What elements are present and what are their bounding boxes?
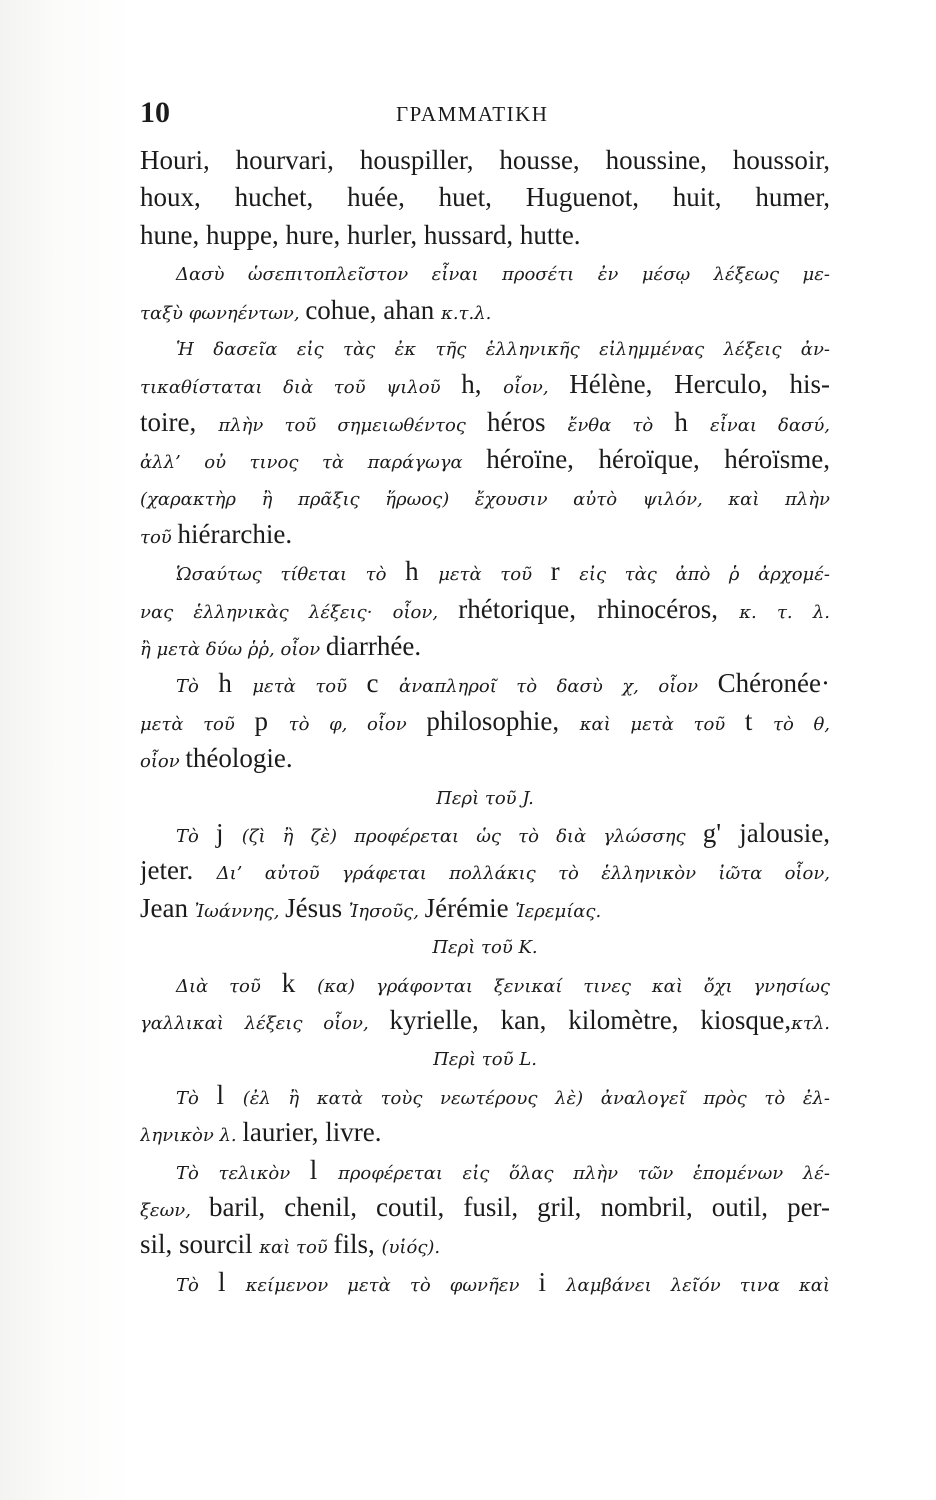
greek-text-run: ἔνθα τὸ: [567, 414, 675, 436]
french-word-run: kyrielle, kan, kilomètre, kiosque,: [389, 1004, 792, 1035]
french-word-run: h: [674, 406, 711, 437]
french-word-run: héroïne, héroïque, héroïsme,: [486, 444, 830, 475]
text-line: [140, 740, 830, 777]
section-heading: [140, 778, 830, 815]
greek-text-run: Περὶ τοῦ J.: [436, 787, 534, 809]
greek-text-run: Δι’ αὐτοῦ γράφεται πολλάκις τὸ ἑλληνικὸν ἰῶτα οἷον,: [216, 863, 830, 885]
greek-text-run: (ἐλ ἢ κατὰ τοὺς νεωτέρους λὲ) ἀναλογεῖ πρὸς τὸ ἐλ-: [242, 1087, 830, 1109]
greek-text-run: τὸ φ, οἷον: [288, 713, 427, 735]
french-word-run: t: [744, 705, 774, 736]
text-line: [140, 179, 830, 216]
greek-text-run: κ. τ. λ.: [739, 601, 830, 623]
greek-text-run: γαλλικαὶ λέξεις οἷον,: [140, 1012, 390, 1034]
text-line: [140, 591, 830, 628]
greek-text-run: ξεων,: [140, 1199, 209, 1221]
greek-text-run: μετὰ τοῦ: [140, 713, 255, 735]
text-line: [140, 516, 830, 553]
text-line: [140, 1152, 830, 1189]
french-word-run: Jésus: [285, 892, 349, 923]
french-word-run: k: [281, 967, 318, 998]
text-line: [140, 665, 830, 702]
text-line: [140, 142, 830, 179]
section-heading: [140, 927, 830, 964]
greek-text-run: λαμβάνει λεῖόν τινα καὶ: [566, 1274, 830, 1296]
greek-text-run: Ἰησοῦς,: [348, 900, 425, 922]
greek-text-run: καὶ τοῦ: [259, 1237, 334, 1259]
french-word-run: l: [216, 1079, 243, 1110]
text-line: [140, 1002, 830, 1039]
french-word-run: cohue, ahan: [305, 294, 442, 325]
text-line: [140, 329, 830, 366]
text-line: [140, 1114, 830, 1151]
text-line: [140, 292, 830, 329]
text-line: [140, 441, 830, 478]
french-word-run: sil, sourcil: [140, 1229, 260, 1260]
french-word-run: héros: [487, 406, 568, 437]
greek-text-run: Τὸ: [176, 676, 219, 698]
section-heading: [140, 1039, 830, 1076]
text-line: [140, 1264, 830, 1301]
french-word-run: jeter.: [140, 855, 217, 886]
text-line: [140, 890, 830, 927]
greek-text-run: τοῦ: [140, 526, 178, 548]
greek-text-run: Δασὺ ὡσεπιτοπλεῖστον εἶναι προσέτι ἐν μέσῳ λέξεως με-: [176, 264, 830, 286]
greek-text-run: κείμενον μετὰ τὸ φωνῆεν: [245, 1274, 539, 1296]
french-word-run: rhétorique, rhinocéros,: [458, 593, 740, 624]
french-word-run: fils,: [333, 1229, 382, 1260]
body-text: [140, 142, 830, 1301]
french-word-run: Chéronée·: [717, 668, 830, 699]
text-line: [140, 628, 830, 665]
greek-text-run: εἰς τὰς ἀπὸ ῥ ἀρχομέ-: [579, 564, 830, 586]
greek-text-run: (χαρακτὴρ ἢ πρᾶξις ἥρωος) ἔχουσιν αὐτὸ ψιλόν, καὶ πλὴν: [140, 488, 830, 510]
french-word-run: l: [309, 1154, 338, 1185]
greek-text-run: Περὶ τοῦ K.: [432, 937, 538, 959]
greek-text-run: πλὴν τοῦ σημειωθέντος: [218, 414, 488, 436]
greek-text-run: εἶναι δασύ,: [710, 414, 830, 436]
greek-text-run: μετὰ τοῦ: [252, 676, 367, 698]
text-line: [140, 479, 830, 516]
greek-text-run: οἷον: [140, 751, 186, 773]
french-word-run: h: [218, 668, 253, 699]
text-line: [140, 703, 830, 740]
greek-text-run: τικαθίσταται διὰ τοῦ ψιλοῦ: [140, 377, 462, 399]
french-word-run: Jean: [140, 892, 195, 923]
greek-text-run: Τὸ: [176, 1087, 217, 1109]
greek-text-run: ταξὺ φωνηέντων,: [140, 302, 306, 324]
text-line: [140, 852, 830, 889]
french-word-run: hiérarchie.: [177, 518, 293, 549]
greek-text-run: κ.τ.λ.: [441, 302, 492, 324]
french-word-run: i: [538, 1266, 567, 1297]
french-word-run: Jérémie: [424, 892, 516, 923]
greek-text-run: Ὡσαύτως τίθεται τὸ: [176, 564, 406, 586]
french-word-run: g' jalousie,: [702, 818, 830, 849]
greek-text-run: κτλ.: [791, 1012, 830, 1034]
greek-text-run: τὸ θ,: [773, 713, 830, 735]
greek-text-run: καὶ μετὰ τοῦ: [579, 713, 745, 735]
greek-text-run: ἀναπληροῖ τὸ δασὺ χ, οἷον: [399, 676, 718, 698]
greek-text-run: Ἡ δασεῖα εἰς τὰς ἐκ τῆς ἑλληνικῆς εἰλημμένας λέξεις ἀν-: [176, 338, 830, 360]
french-word-run: baril, chenil, coutil, fusil, gril, nombril, outil, per-: [208, 1191, 830, 1222]
french-word-run: Hélène, Herculo, his-: [569, 369, 830, 400]
text-line: [140, 404, 830, 441]
greek-text-run: Περὶ τοῦ L.: [433, 1049, 537, 1071]
french-word-run: hune, huppe, hure, hurler, hussard, hutte.: [140, 219, 581, 250]
french-word-run: h,: [461, 369, 504, 400]
text-line: [140, 1226, 830, 1263]
greek-text-run: ἢ μετὰ δύω ῥῥ, οἷον: [140, 639, 326, 661]
greek-text-run: νας ἑλληνικὰς λέξεις· οἷον,: [140, 601, 459, 623]
greek-text-run: ἀλλ’ οὐ τινος τὰ παράγωγα: [140, 452, 487, 474]
french-word-run: houx, huchet, huée, huet, Huguenot, huit, humer,: [140, 182, 830, 213]
text-line: [140, 553, 830, 590]
page-number: 10: [140, 96, 170, 129]
greek-text-run: (υἱός).: [381, 1237, 441, 1259]
greek-text-run: μετὰ τοῦ: [438, 564, 551, 586]
french-word-run: p: [254, 705, 289, 736]
text-line: [140, 1189, 830, 1226]
french-word-run: h: [405, 556, 439, 587]
greek-text-run: ληνικὸν λ.: [140, 1125, 243, 1147]
greek-text-run: Ἱερεμίας.: [515, 900, 602, 922]
french-word-run: toire,: [140, 406, 219, 437]
french-word-run: r: [550, 556, 580, 587]
french-word-run: l: [217, 1266, 246, 1297]
greek-text-run: προφέρεται εἰς ὅλας πλὴν τῶν ἑπομένων λέ-: [337, 1162, 830, 1184]
greek-text-run: Διὰ τοῦ: [176, 975, 282, 997]
greek-text-run: οἷον,: [503, 377, 570, 399]
french-word-run: philosophie,: [426, 705, 580, 736]
french-word-run: Houri, hourvari, houspiller, housse, houssine, houssoir,: [140, 145, 830, 175]
text-line: [140, 1077, 830, 1114]
greek-text-run: Ἰωάννης,: [194, 900, 286, 922]
greek-text-run: (ζὶ ἢ ζὲ) προφέρεται ὡς τὸ διὰ γλώσσης: [241, 826, 703, 848]
french-word-run: laurier, livre.: [242, 1117, 382, 1148]
running-head: ΓΡΑΜΜΑΤΙΚΗ: [396, 102, 549, 126]
french-word-run: c: [366, 668, 400, 699]
greek-text-run: Τὸ: [176, 1274, 218, 1296]
text-line: [140, 965, 830, 1002]
french-word-run: théologie.: [185, 743, 293, 774]
text-line: [140, 815, 830, 852]
french-word-run: diarrhée.: [325, 631, 422, 662]
text-line: [140, 217, 830, 254]
greek-text-run: Τὸ τελικὸν: [176, 1162, 310, 1184]
greek-text-run: Τὸ: [176, 826, 216, 848]
french-word-run: j: [216, 818, 242, 849]
text-line: [140, 254, 830, 291]
page-header: [140, 96, 816, 136]
greek-text-run: (κα) γράφονται ξενικαί τινες καὶ ὄχι γνησίως: [317, 975, 830, 997]
text-line: [140, 366, 830, 403]
